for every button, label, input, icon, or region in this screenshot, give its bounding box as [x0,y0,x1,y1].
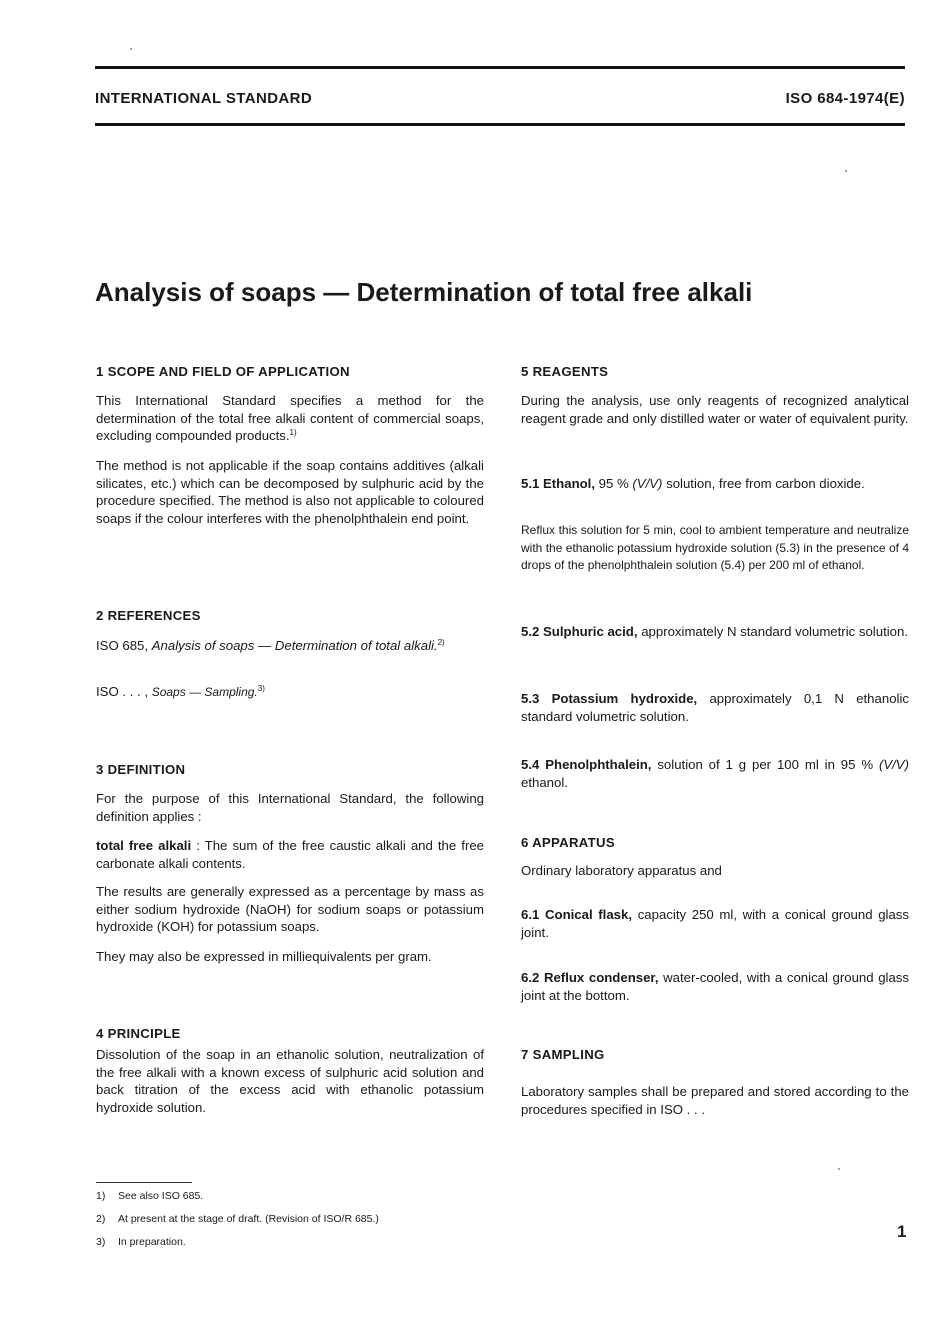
reagent-5-1-note: Reflux this solution for 5 min, cool to ambient temperature and neutralize with the ethanolic potassium hydroxide solution (5.3) in the presence of 4 drops of the phenolphthalein solution (5.4) per 200 ml of ethanol. [521,523,909,572]
section-3-paragraph-1: For the purpose of this International Standard, the following definition applies : [96,791,484,824]
footnote-2 [96,1213,379,1225]
footnote-1 [96,1190,203,1202]
reagent-5-3-text: approximately 0,1 N ethanolic standard volumetric solution. [521,691,909,724]
reference-sampling-number: ISO . . . , [96,684,149,699]
reagent-5-4-label: 5.4 Phenolphthalein, [521,757,652,772]
footnote-1-text: See also ISO 685. [118,1190,204,1202]
footnote-separator [96,1182,192,1183]
reagent-5-1-vv: (V/V) [632,476,663,491]
reagent-5-4-text: solution of 1 g per 100 ml in 95 % [651,757,879,772]
footnote-ref-1: 1) [289,428,297,437]
section-5-intro: During the analysis, use only reagents of recognized analytical reagent grade and only distilled water or water of equivalent purity. [521,393,909,426]
section-3-heading: 3 DEFINITION [96,762,186,777]
header-right: ISO 684-1974(E) [785,90,905,107]
section-3-paragraph-3: They may also be expressed in milliequivalents per gram. [96,949,432,964]
section-1-paragraph-2: The method is not applicable if the soap contains additives (alkali silicates, etc.) which can be decomposed by sulphuric acid by the procedure specified. The method is also not applicable to coloured soaps if the colour interferes with the phenolphthalein end point. [96,458,484,526]
reagent-5-2-sulphuric-acid [521,623,909,641]
definition-text: : The sum of the free caustic alkali and the free carbonate alkali contents. [96,838,484,871]
definition-term: total free alkali [96,838,192,853]
footnote-ref-3: 3) [257,684,265,693]
apparatus-6-1-text: capacity 250 ml, with a conical ground glass joint. [521,907,909,940]
scan-speck [130,48,132,50]
reagent-5-2-text: approximately N standard volumetric solution. [637,624,908,639]
reference-sampling [96,683,484,702]
reagent-5-1-ethanol [521,475,909,493]
reference-iso-685 [96,637,484,655]
footnote-3-text: In preparation. [118,1236,186,1248]
apparatus-6-1-label: 6.1 Conical flask, [521,907,633,922]
footnote-3-number: 3) [96,1236,106,1248]
section-2-heading: 2 REFERENCES [96,608,201,623]
reagent-5-3-potassium-hydroxide [521,690,909,725]
apparatus-6-2-text: water-cooled, with a conical ground glass joint at the bottom. [521,970,909,1003]
apparatus-6-2-label: 6.2 Reflux condenser, [521,970,659,985]
footnote-ref-2: 2) [437,638,445,647]
reagent-5-1-label: 5.1 Ethanol, [521,476,596,491]
section-6-intro: Ordinary laboratory apparatus and [521,863,722,878]
footnote-3 [96,1236,186,1248]
document-title: Analysis of soaps — Determination of total free alkali [95,277,753,307]
reference-iso-685-title: Analysis of soaps — Determination of total alkali. [151,638,438,653]
reagent-5-4-phenolphthalein [521,756,909,791]
reference-iso-685-number: ISO 685, [96,638,149,653]
section-1-paragraph-1-text: This International Standard specifies a method for the determination of the total free alkali content of commercial soaps, excluding compounded products. [96,393,484,443]
section-7-paragraph-1: Laboratory samples shall be prepared and stored according to the procedures specified in ISO . . . [521,1084,909,1117]
header-bottom-rule [95,123,905,126]
footnote-2-number: 2) [96,1213,106,1225]
section-4-heading: 4 PRINCIPLE [96,1026,181,1041]
footnote-2-text: At present at the stage of draft. (Revision of ISO/R 685.) [118,1213,379,1225]
reference-sampling-title: Soaps — Sampling. [151,685,258,699]
section-7-heading: 7 SAMPLING [521,1047,605,1062]
section-3-paragraph-2: The results are generally expressed as a percentage by mass as either sodium hydroxide (NaOH) for sodium soaps or potassium hydroxide (KOH) for potassium soaps. [96,884,484,934]
reagent-5-4-end: ethanol. [521,774,568,790]
section-1-paragraph-1 [96,392,484,445]
section-5-heading: 5 REAGENTS [521,364,609,379]
footnote-1-number: 1) [96,1190,106,1202]
section-6-heading: 6 APPARATUS [521,835,615,850]
definition-total-free-alkali [96,837,484,872]
apparatus-6-2-reflux-condenser [521,969,909,1004]
reagent-5-3-label: 5.3 Potassium hydroxide, [521,691,698,706]
page-number: 1 [897,1222,907,1241]
apparatus-6-1-conical-flask [521,906,909,941]
reagent-5-1-text-a: 95 % [595,476,633,491]
header-top-rule [95,66,905,69]
section-4-paragraph-1: Dissolution of the soap in an ethanolic solution, neutralization of the free alkali with a known excess of sulphuric acid solution and back titration of the excess acid with ethanolic potassium hydroxide solution. [96,1047,484,1115]
header-left: INTERNATIONAL STANDARD [95,90,313,107]
scan-speck [838,1168,840,1170]
scan-speck [845,170,847,172]
section-1-heading: 1 SCOPE AND FIELD OF APPLICATION [96,364,350,379]
reagent-5-1-text-b: solution, free from carbon dioxide. [662,476,865,491]
reagent-5-4-vv: (V/V) [878,757,909,772]
reagent-5-2-label: 5.2 Sulphuric acid, [521,624,638,639]
